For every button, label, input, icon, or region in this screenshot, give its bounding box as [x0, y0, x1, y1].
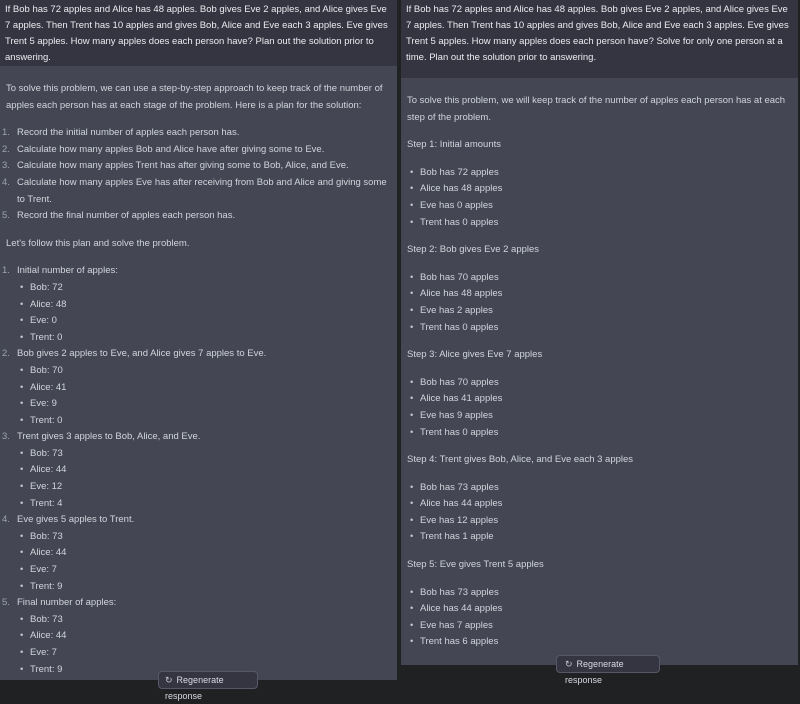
apple-count-item [17, 612, 389, 629]
apple-count-text: Bob: 73 [30, 613, 63, 625]
assistant-response [0, 66, 397, 678]
apple-count-text: Bob has 70 apples [420, 271, 499, 283]
bullet-icon: • [20, 580, 24, 592]
bullet-icon: • [410, 271, 414, 283]
bullet-icon: • [20, 564, 24, 576]
apple-count-list [407, 585, 790, 651]
step-item [2, 263, 389, 346]
apple-count-text: Eve: 12 [30, 481, 63, 493]
apple-count-text: Trent: 9 [30, 580, 63, 592]
apple-count-item [407, 181, 790, 198]
bullet-icon: • [410, 376, 414, 388]
apple-count-item [17, 479, 389, 496]
step-title: Eve gives 5 apples to Trent. [17, 514, 135, 526]
bullet-icon: • [410, 199, 414, 211]
apple-count-text: Eve has 12 apples [420, 514, 499, 526]
apple-count-item [407, 634, 790, 651]
apple-count-item [407, 601, 790, 618]
apple-count-item [407, 480, 790, 497]
step-item [2, 346, 389, 429]
response-intro: To solve this problem, we will keep track of the number of apples each person has at each step of the problem. [407, 95, 786, 123]
assistant-response [401, 78, 798, 651]
apple-count-list [17, 529, 389, 595]
bullet-icon: • [410, 514, 414, 526]
bullet-icon: • [20, 298, 24, 310]
apple-count-text: Bob has 73 apples [420, 481, 499, 493]
apple-count-item [17, 529, 389, 546]
bullet-icon: • [410, 603, 414, 615]
step-heading: Step 1: Initial amounts [407, 139, 501, 151]
bullet-icon: • [410, 426, 414, 438]
bullet-icon: • [20, 315, 24, 327]
bullet-icon: • [20, 414, 24, 426]
regenerate-button[interactable] [158, 671, 258, 701]
apple-count-item [407, 408, 790, 425]
bullet-icon: • [20, 281, 24, 293]
step-heading: Step 2: Bob gives Eve 2 apples [407, 244, 540, 256]
plan-item-text: Calculate how many apples Bob and Alice have after giving some to Eve. [17, 143, 325, 155]
apple-count-text: Alice has 44 apples [420, 603, 503, 615]
regenerate-button[interactable] [556, 655, 660, 685]
step-title: Bob gives 2 apples to Eve, and Alice gives 7 apples to Eve. [17, 348, 267, 360]
list-number: 3. [2, 160, 10, 172]
bullet-icon: • [410, 393, 414, 405]
list-number: 1. [2, 265, 10, 277]
apple-count-text: Alice has 44 apples [420, 498, 503, 510]
apple-count-item [17, 545, 389, 562]
apple-count-text: Bob: 70 [30, 364, 63, 376]
step-heading: Step 3: Alice gives Eve 7 apples [407, 349, 543, 361]
step-heading: Step 4: Trent gives Bob, Alice, and Eve each 3 apples [407, 454, 634, 466]
apple-count-item [407, 270, 790, 287]
apple-count-text: Eve: 9 [30, 398, 57, 410]
regenerate-label: Regenerate response [565, 659, 624, 685]
apple-count-item [17, 297, 389, 314]
bullet-icon: • [20, 613, 24, 625]
bullet-icon: • [20, 398, 24, 410]
apple-count-list [407, 480, 790, 546]
bullet-icon: • [410, 216, 414, 228]
bullet-icon: • [20, 464, 24, 476]
bullet-icon: • [410, 619, 414, 631]
apple-count-text: Bob: 73 [30, 447, 63, 459]
list-number: 3. [2, 431, 10, 443]
apple-count-text: Trent has 6 apples [420, 636, 499, 648]
list-number: 5. [2, 210, 10, 222]
apple-count-text: Alice: 44 [30, 464, 67, 476]
plan-list [2, 125, 389, 225]
apple-count-item [407, 585, 790, 602]
apple-count-text: Eve has 0 apples [420, 199, 493, 211]
plan-item [2, 175, 389, 208]
bullet-icon: • [20, 547, 24, 559]
step-item [2, 595, 389, 678]
step-title: Trent gives 3 apples to Bob, Alice, and Eve. [17, 431, 201, 443]
plan-item [2, 208, 389, 225]
bullet-icon: • [20, 481, 24, 493]
apple-count-item [407, 320, 790, 337]
bullet-icon: • [20, 364, 24, 376]
apple-count-item [17, 330, 389, 347]
list-number: 2. [2, 143, 10, 155]
apple-count-item [407, 375, 790, 392]
apple-count-text: Alice has 41 apples [420, 393, 503, 405]
apple-count-list [17, 280, 389, 346]
apple-count-text: Alice: 48 [30, 298, 67, 310]
apple-count-text: Alice: 44 [30, 547, 67, 559]
apple-count-item [17, 496, 389, 513]
bullet-icon: • [20, 497, 24, 509]
apple-count-item [17, 313, 389, 330]
apple-count-text: Bob has 72 apples [420, 166, 499, 178]
bullet-icon: • [410, 304, 414, 316]
apple-count-text: Eve has 2 apples [420, 304, 493, 316]
apple-count-item [17, 363, 389, 380]
step-item [2, 429, 389, 512]
step-title: Final number of apples: [17, 597, 117, 609]
apple-count-text: Eve has 7 apples [420, 619, 493, 631]
bullet-icon: • [410, 321, 414, 333]
apple-count-item [17, 579, 389, 596]
plan-item-text: Calculate how many apples Eve has after receiving from Bob and Alice and giving some to Trent. [17, 176, 387, 205]
bullet-icon: • [410, 481, 414, 493]
plan-item [2, 125, 389, 142]
apple-count-item [17, 280, 389, 297]
step-title: Initial number of apples: [17, 265, 118, 277]
apple-count-item [407, 513, 790, 530]
apple-count-text: Trent: 0 [30, 414, 63, 426]
apple-count-list [17, 363, 389, 429]
list-number: 5. [2, 597, 10, 609]
apple-count-list [407, 375, 790, 441]
bullet-icon: • [410, 586, 414, 598]
bullet-icon: • [20, 447, 24, 459]
apple-count-list [17, 612, 389, 678]
apple-count-item [407, 198, 790, 215]
user-prompt: If Bob has 72 apples and Alice has 48 apples. Bob gives Eve 2 apples, and Alice gives Eve 7 apples. Then Trent has 10 apples and gives Bob, Alice and Eve each 3 apples. Eve gives Trent 5 apples. How many apples does each person have? Solve for only one person at a time. Plan out the solution prior to answering. [401, 0, 798, 78]
apple-count-text: Bob has 73 apples [420, 586, 499, 598]
user-prompt: If Bob has 72 apples and Alice has 48 apples. Bob gives Eve 2 apples, and Alice gives Eve 7 apples. Then Trent has 10 apples and gives Bob, Alice and Eve each 3 apples. Eve gives Trent 5 apples. How many apples does each person have? Plan out the solution prior to answering. [0, 0, 397, 66]
apple-count-item [407, 618, 790, 635]
right-conversation-panel [401, 0, 798, 665]
bullet-icon: • [410, 183, 414, 195]
apple-count-text: Trent: 9 [30, 663, 63, 675]
regenerate-label: Regenerate response [165, 675, 224, 701]
bullet-icon: • [410, 498, 414, 510]
bullet-icon: • [20, 647, 24, 658]
bullet-icon: • [20, 331, 24, 343]
apple-count-text: Trent has 1 apple [420, 531, 494, 543]
apple-count-text: Alice has 48 apples [420, 288, 503, 300]
bullet-icon: • [410, 288, 414, 300]
bullet-icon: • [20, 530, 24, 542]
apple-count-item [407, 425, 790, 442]
apple-count-text: Alice: 41 [30, 381, 67, 393]
apple-count-text: Alice: 44 [30, 630, 67, 642]
apple-count-item [407, 303, 790, 320]
apple-count-text: Eve has 9 apples [420, 409, 493, 421]
apple-count-text: Trent has 0 apples [420, 321, 499, 333]
apple-count-item [407, 215, 790, 232]
list-number: 4. [2, 514, 10, 526]
apple-count-text: Alice has 48 apples [420, 183, 503, 195]
plan-item-text: Record the final number of apples each person has. [17, 210, 236, 222]
apple-count-item [17, 446, 389, 463]
apple-count-text: Bob: 72 [30, 281, 63, 293]
apple-count-item [407, 391, 790, 408]
bullet-icon: • [410, 409, 414, 421]
list-number: 2. [2, 348, 10, 360]
apple-count-item [407, 165, 790, 182]
apple-count-item [17, 645, 389, 662]
apple-count-item [17, 396, 389, 413]
list-number: 1. [2, 127, 10, 139]
bullet-icon: • [20, 630, 24, 642]
apple-count-text: Bob: 73 [30, 530, 63, 542]
apple-count-text: Eve: 7 [30, 564, 57, 576]
apple-count-item [17, 462, 389, 479]
plan-item-text: Record the initial number of apples each person has. [17, 127, 240, 139]
apple-count-item [17, 413, 389, 430]
apple-count-item [17, 628, 389, 645]
apple-count-text: Trent has 0 apples [420, 216, 499, 228]
apple-count-text: Eve: 0 [30, 315, 57, 327]
apple-count-text: Trent: 0 [30, 331, 63, 343]
bullet-icon: • [20, 663, 24, 675]
apple-count-item [17, 562, 389, 579]
bullet-icon: • [410, 636, 414, 648]
apple-count-item [407, 496, 790, 513]
refresh-icon: ↻ [165, 675, 173, 685]
bullet-icon: • [410, 166, 414, 178]
plan-item-text: Calculate how many apples Trent has after giving some to Bob, Alice, and Eve. [17, 160, 349, 172]
apple-count-list [407, 165, 790, 231]
apple-count-item [17, 380, 389, 397]
apple-count-text: Trent: 4 [30, 497, 63, 509]
step-heading: Step 5: Eve gives Trent 5 apples [407, 559, 544, 571]
response-intro: To solve this problem, we can use a step-by-step approach to keep track of the number of apples each person has at each stage of the problem. Here is a plan for the solution: [6, 83, 383, 111]
apple-count-list [17, 446, 389, 512]
plan-item [2, 142, 389, 159]
left-conversation-panel [0, 0, 397, 701]
apple-count-text: Trent has 0 apples [420, 426, 499, 438]
refresh-icon: ↻ [565, 659, 573, 669]
bullet-icon: • [410, 531, 414, 543]
follow-text: Let's follow this plan and solve the problem. [6, 237, 190, 249]
apple-count-text: Bob has 70 apples [420, 376, 499, 388]
apple-count-text: Eve: 7 [30, 647, 57, 658]
step-item [2, 512, 389, 595]
list-number: 4. [2, 176, 10, 188]
plan-item [2, 158, 389, 175]
apple-count-item [407, 286, 790, 303]
apple-count-list [407, 270, 790, 336]
apple-count-item [407, 529, 790, 546]
bullet-icon: • [20, 381, 24, 393]
solution-steps-list [2, 263, 389, 678]
